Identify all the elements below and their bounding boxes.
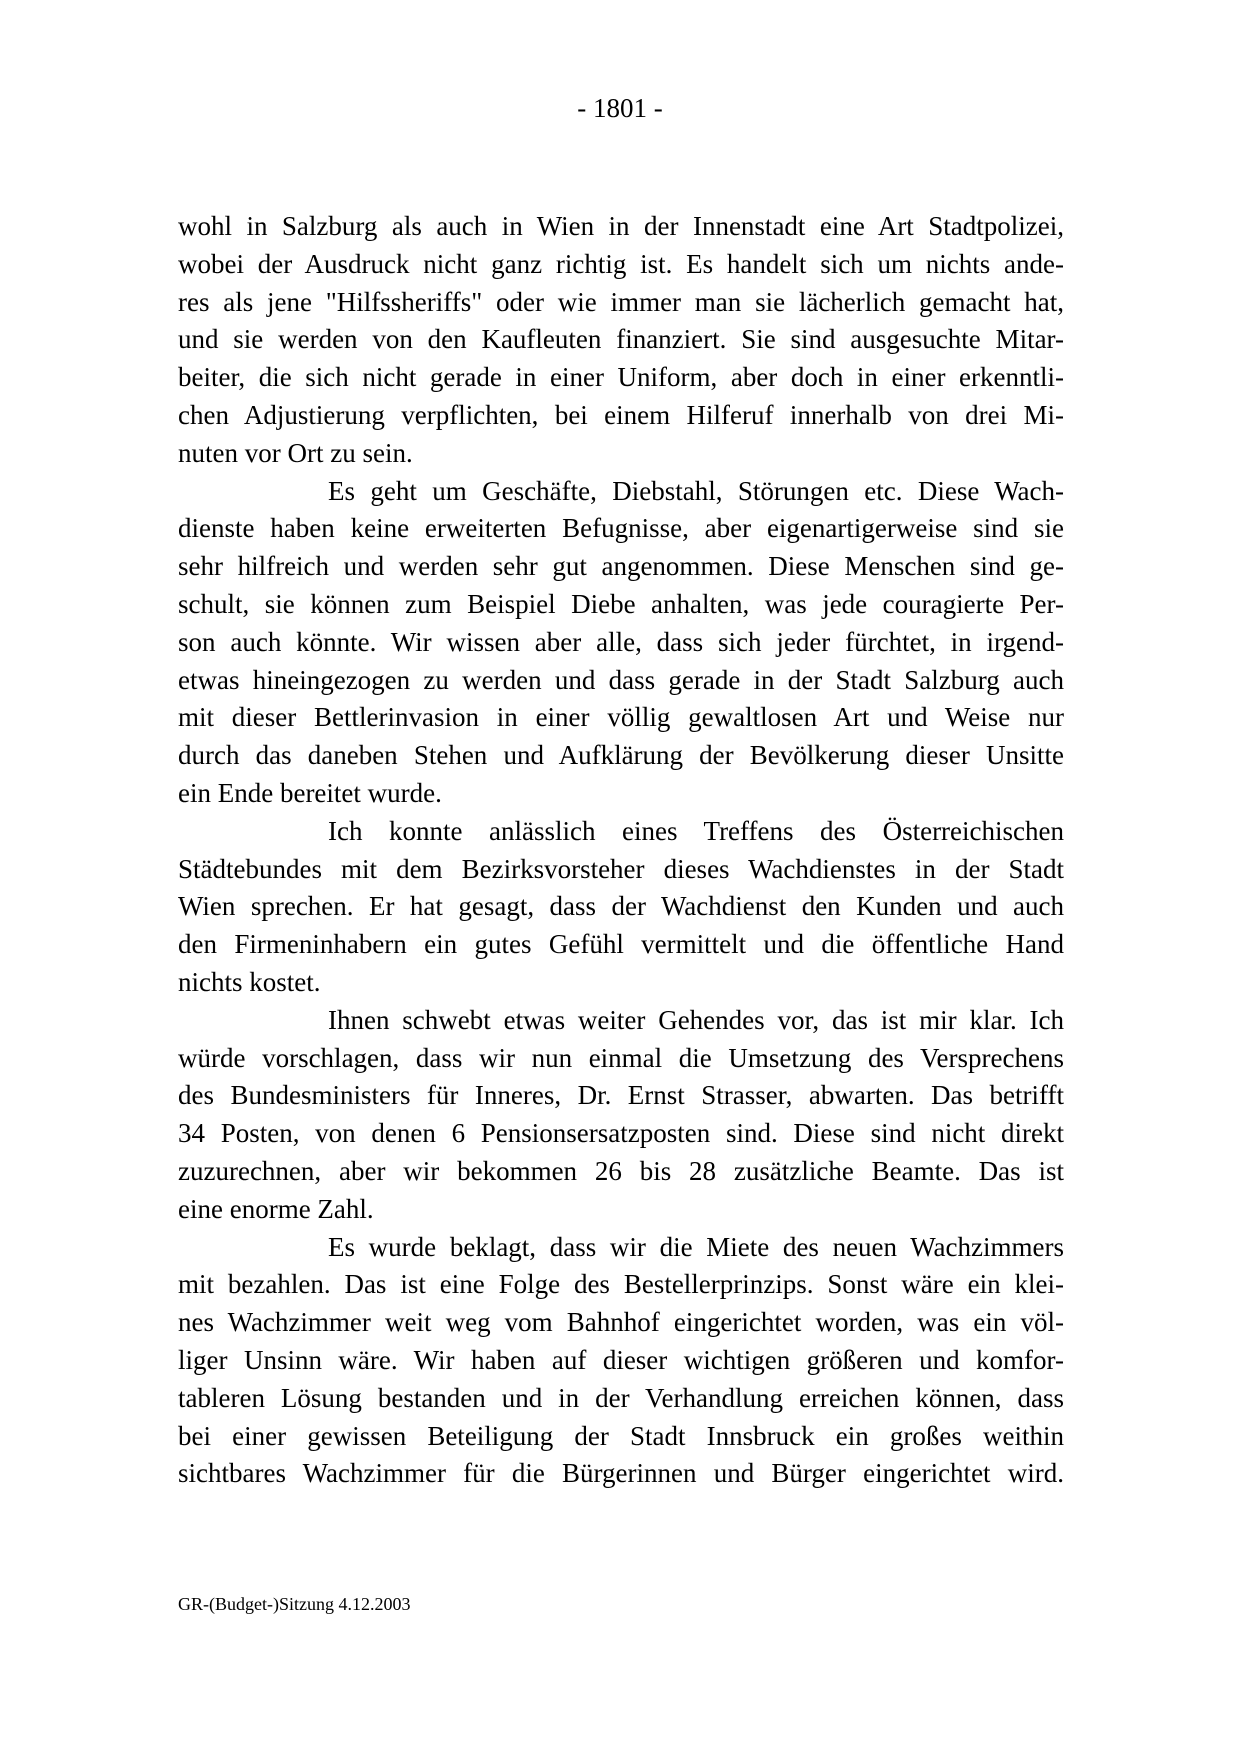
text-line: sehr hilfreich und werden sehr gut angenommen. Diese Menschen sind ge- <box>178 551 1064 582</box>
text-line: wohl in Salzburg als auch in Wien in der Innenstadt eine Art Stadtpolizei, <box>178 211 1064 241</box>
text-line: des Bundesministers für Inneres, Dr. Ernst Strasser, abwarten. Das betrifft <box>178 1080 1064 1111</box>
text-line: nes Wachzimmer weit weg vom Bahnhof eingerichtet worden, was ein völ- <box>178 1307 1064 1338</box>
text-line: 34 Posten, von denen 6 Pensionsersatzposten sind. Diese sind nicht direkt <box>178 1118 1064 1149</box>
text-line: Wien sprechen. Er hat gesagt, dass der Wachdienst den Kunden und auch <box>178 891 1064 922</box>
text-line: Ihnen schwebt etwas weiter Gehendes vor, das ist mir klar. Ich <box>328 1004 1064 1035</box>
text-line: res als jene "Hilfssheriffs" oder wie immer man sie lächerlich gemacht hat, <box>178 286 1064 317</box>
text-line: mit dieser Bettlerinvasion in einer völlig gewaltlosen Art und Weise nur <box>178 702 1064 733</box>
text-line: schult, sie können zum Beispiel Diebe anhalten, was jede couragierte Per- <box>178 588 1064 619</box>
text-line: chen Adjustierung verpflichten, bei einem Hilferuf innerhalb von drei Mi- <box>178 399 1064 430</box>
text-line: bei einer gewissen Beteiligung der Stadt Innsbruck ein großes weithin <box>178 1420 1064 1451</box>
text-line: Ich konnte anlässlich eines Treffens des Österreichischen <box>328 815 1064 846</box>
text-line: und sie werden von den Kaufleuten finanziert. Sie sind ausgesuchte Mitar- <box>178 324 1064 355</box>
text-line: dienste haben keine erweiterten Befugnisse, aber eigenartigerweise sind sie <box>178 513 1064 544</box>
text-line: etwas hineingezogen zu werden und dass gerade in der Stadt Salzburg auch <box>178 664 1064 695</box>
text-line: tableren Lösung bestanden und in der Verhandlung erreichen können, dass <box>178 1382 1064 1413</box>
footer-session-label: GR-(Budget-)Sitzung 4.12.2003 <box>178 1594 411 1614</box>
body-text <box>178 208 1064 1493</box>
text-line: eine enorme Zahl. <box>178 1193 374 1224</box>
text-line: liger Unsinn wäre. Wir haben auf dieser wichtigen größeren und komfor- <box>178 1344 1064 1375</box>
text-line: nichts kostet. <box>178 966 321 997</box>
text-line: beiter, die sich nicht gerade in einer Uniform, aber doch in einer erkenntli- <box>178 362 1064 393</box>
text-line: würde vorschlagen, dass wir nun einmal die Umsetzung des Versprechens <box>178 1042 1064 1073</box>
page-number: - 1801 - <box>577 93 663 123</box>
text-line: son auch könnte. Wir wissen aber alle, dass sich jeder fürchtet, in irgend- <box>178 626 1064 657</box>
text-line: Es geht um Geschäfte, Diebstahl, Störungen etc. Diese Wach- <box>328 475 1064 506</box>
text-line: Es wurde beklagt, dass wir die Miete des neuen Wachzimmers <box>328 1231 1064 1262</box>
text-line: nuten vor Ort zu sein. <box>178 437 413 468</box>
text-line: wobei der Ausdruck nicht ganz richtig ist. Es handelt sich um nichts ande- <box>178 248 1064 279</box>
text-line: zuzurechnen, aber wir bekommen 26 bis 28 zusätzliche Beamte. Das ist <box>178 1155 1064 1186</box>
text-line: durch das daneben Stehen und Aufklärung der Bevölkerung dieser Unsitte <box>178 740 1064 771</box>
text-line: den Firmeninhabern ein gutes Gefühl vermittelt und die öffentliche Hand <box>178 929 1064 960</box>
text-line: sichtbares Wachzimmer für die Bürgerinnen und Bürger eingerichtet wird. <box>178 1458 1064 1489</box>
text-line: mit bezahlen. Das ist eine Folge des Bestellerprinzips. Sonst wäre ein klei- <box>178 1269 1064 1300</box>
text-line: Städtebundes mit dem Bezirksvorsteher dieses Wachdienstes in der Stadt <box>178 853 1064 884</box>
text-line: ein Ende bereitet wurde. <box>178 777 442 808</box>
